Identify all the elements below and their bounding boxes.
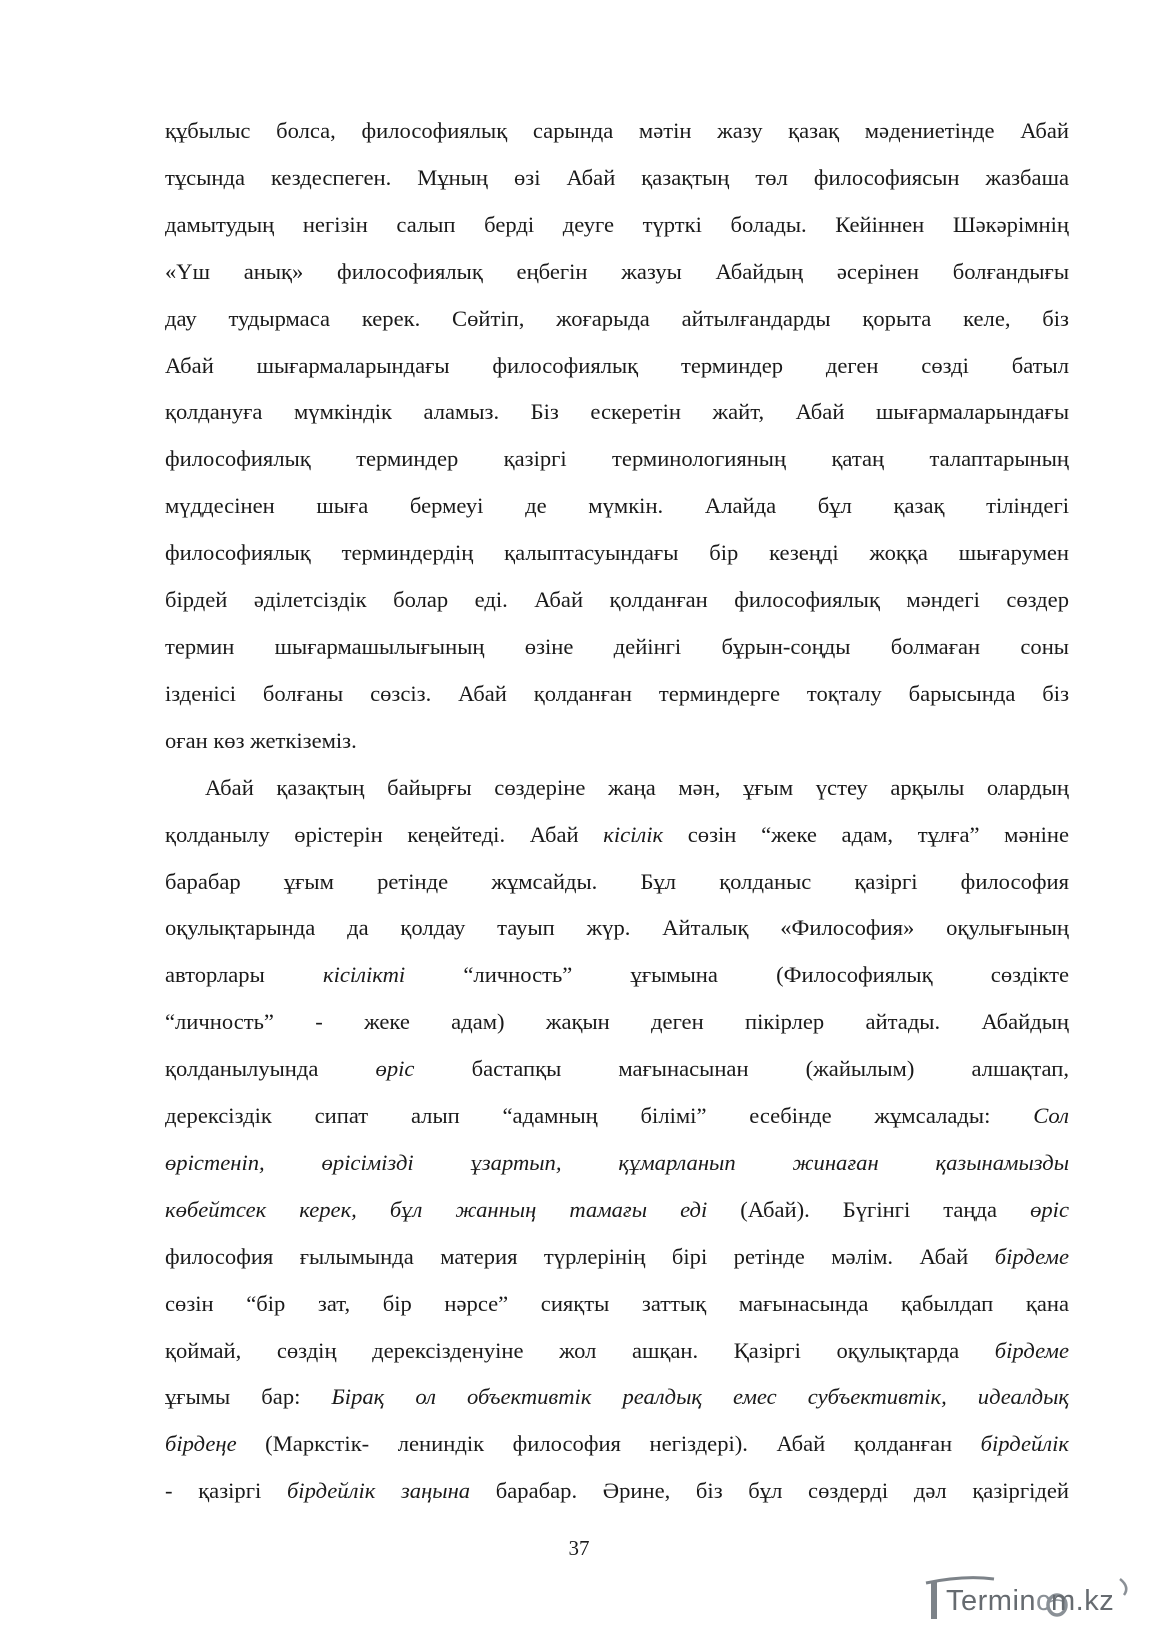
terminkz-watermark-logo [924, 1573, 1132, 1623]
text-segment: оған көз жеткіземіз. [165, 727, 357, 753]
paragraph-1 [165, 108, 1069, 765]
text-segment: Абай шығармаларындағы философиялық терминдер деген сөзді батыл [165, 352, 1069, 378]
text-segment: термин шығармашылығының өзіне дейінгі бұрын-соңды болмаған соны [165, 633, 1069, 659]
text-segment: дерексіздік сипат алып “адамның білімі” есебінде жұмсалады: [165, 1103, 1034, 1129]
text-line [165, 296, 1069, 343]
text-line [165, 530, 1069, 577]
text-line [165, 1093, 1069, 1140]
text-segment: қоймай, сөздің дерексізденуіне жол ашқан. Қазіргі оқулықтарда [165, 1337, 995, 1363]
italic-term: өрістеніп, өрісімізді ұзартып, құмарланып жинаған қазынамызды [165, 1149, 1069, 1175]
text-segment: дау тудырмаса керек. Сөйтіп, жоғарыда айтылғандарды қорыта келе, біз [165, 305, 1069, 331]
text-line [165, 108, 1069, 155]
text-line [165, 1328, 1069, 1375]
italic-term: Сол [1033, 1103, 1069, 1129]
text-segment: барабар ұғым ретінде жұмсайды. Бұл қолданыс қазіргі философия [165, 868, 1069, 894]
text-line [165, 577, 1069, 624]
text-segment: барабар. Әрине, біз бұл сөздерді дәл қазіргідей [470, 1478, 1069, 1504]
text-line [165, 718, 1069, 765]
text-line [165, 812, 1069, 859]
text-segment: тұсында кездеспеген. Мұның өзі Абай қазақтың төл философиясын жазбаша [165, 164, 1069, 190]
text-segment: сөзін “бір зат, бір нәрсе” сияқты заттық мағынасында қабылдап қана [165, 1290, 1069, 1316]
text-line [165, 765, 1069, 812]
text-segment: (Абай). Бүгінгі таңда [707, 1196, 1031, 1222]
watermark-text: Termincm.kz [946, 1585, 1115, 1617]
text-segment: философиялық терминдер қазіргі терминологияның қатаң талаптарының [165, 446, 1069, 472]
text-segment: оқулықтарында да қолдау тауып жүр. Айталық «Философия» оқулығының [165, 915, 1069, 941]
text-line [165, 1374, 1069, 1421]
text-segment: бастапқы мағынасынан (жайылым) алшақтап, [414, 1056, 1070, 1082]
text-segment: авторлары [165, 962, 324, 988]
italic-term: кісілік [603, 821, 664, 847]
text-segment: философиялық терминдердің қалыптасуындағы бір кезеңді жоққа шығарумен [165, 540, 1069, 566]
text-segment: құбылыс болса, философиялық сарында мәтін жазу қазақ мәдениетінде Абай [165, 118, 1069, 143]
italic-term: бірдейлік заңына [286, 1478, 471, 1504]
italic-term: бірдеме [994, 1337, 1069, 1363]
page-number: 37 [568, 1536, 590, 1560]
italic-term: өріс [1030, 1196, 1069, 1222]
text-segment: - қазіргі [165, 1478, 287, 1504]
text-segment: қолданылу өрістерін кеңейтеді. Абай [165, 821, 604, 847]
text-segment: сөзін “жеке адам, тұлға” мәніне [663, 821, 1069, 847]
text-line [165, 859, 1069, 906]
text-line [165, 389, 1069, 436]
italic-term: кісілікті [323, 962, 406, 988]
paragraph-2 [165, 765, 1069, 1516]
text-line [165, 1187, 1069, 1234]
text-line [165, 1468, 1069, 1515]
text-segment: қолданылуында [165, 1056, 376, 1082]
text-line [165, 905, 1069, 952]
text-line [165, 1234, 1069, 1281]
text-line [165, 1140, 1069, 1187]
text-line [165, 249, 1069, 296]
text-line [165, 343, 1069, 390]
text-segment: қолдануға мүмкіндік аламыз. Біз ескеретін жайт, Абай шығармаларындағы [165, 399, 1069, 425]
italic-term: бірдейлік [980, 1431, 1069, 1457]
text-line [165, 155, 1069, 202]
text-line [165, 999, 1069, 1046]
text-segment: (Маркстік- лениндік философия негіздері). Абай қолданған [236, 1431, 981, 1457]
text-segment: “личность” ұғымына (Философиялық сөздікте [405, 962, 1069, 988]
italic-term: өріс [375, 1056, 415, 1082]
text-line [165, 624, 1069, 671]
text-line [165, 1046, 1069, 1093]
text-line [165, 483, 1069, 530]
document-body [165, 108, 1069, 1515]
text-line [165, 1281, 1069, 1328]
text-line [165, 202, 1069, 249]
text-line [165, 671, 1069, 718]
text-segment: мүддесінен шыға бермеуі де мүмкін. Алайда бұл қазақ тіліндегі [165, 493, 1069, 519]
text-line [165, 952, 1069, 999]
italic-term: бірдеме [994, 1243, 1069, 1269]
text-segment: ізденісі болғаны сөзсіз. Абай қолданған терминдерге тоқталу барысында біз [165, 680, 1069, 706]
text-segment: «Үш анық» философиялық еңбегін жазуы Абайдың әсерінен болғандығы [165, 258, 1069, 284]
text-line [165, 1421, 1069, 1468]
italic-term: бірдеңе [165, 1431, 237, 1457]
text-segment: бірдей әділетсіздік болар еді. Абай қолданған философиялық мәндегі сөздер [165, 587, 1069, 613]
italic-term: Бірақ ол объективтік реалдық емес субъективтік, идеалдық [331, 1384, 1069, 1410]
text-segment: “личность” - жеке адам) жақын деген пікірлер айтады. Абайдың [165, 1009, 1069, 1035]
text-segment: дамытудың негізін салып берді деуге түрткі болады. Кейіннен Шәкәрімнің [165, 211, 1069, 237]
text-line [165, 436, 1069, 483]
text-segment: ұғымы бар: [165, 1384, 332, 1410]
text-segment: Абай қазақтың байырғы сөздеріне жаңа мән, ұғым үстеу арқылы олардың [205, 774, 1069, 800]
italic-term: көбейтсек керек, бұл жанның тамағы еді [165, 1196, 708, 1222]
text-segment: философия ғылымында материя түрлерінің бірі ретінде мәлім. Абай [165, 1243, 995, 1269]
